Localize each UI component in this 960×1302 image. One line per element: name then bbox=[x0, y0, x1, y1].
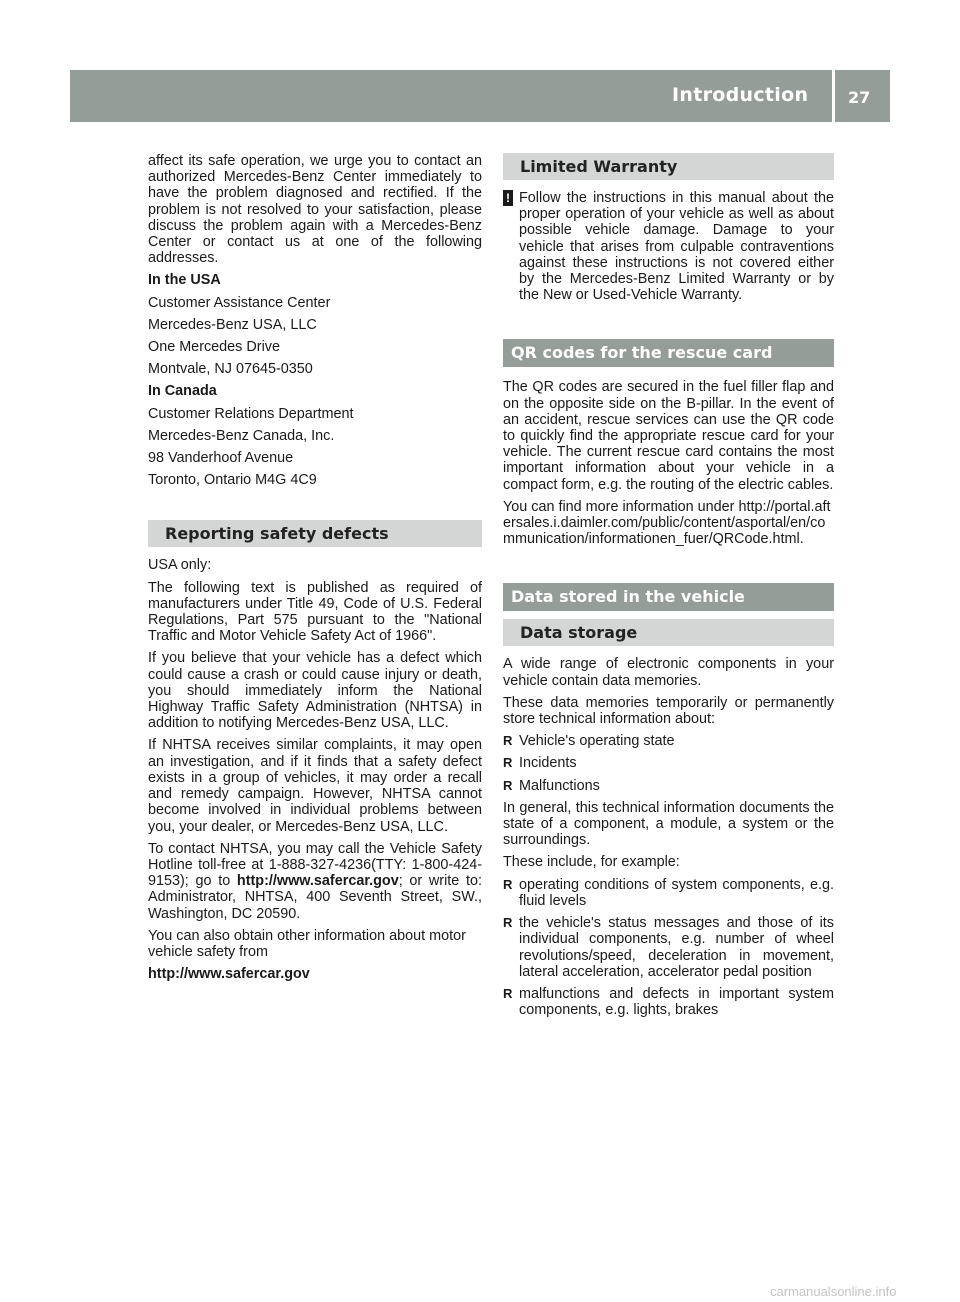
list-item: R the vehicle's status messages and those of its individual components, e.g. number of wheel revolutions/speed, deceleration in movement, lateral acceleration, accelerator pedal position bbox=[503, 915, 834, 980]
contact-text-end: ; or write to: Administrator, NHTSA, 400 Seventh Street, SW., Washington, DC 20590. bbox=[148, 873, 482, 922]
list-item: R malfunctions and defects in important system components, e.g. lights, brakes bbox=[503, 985, 834, 1019]
examples-list bbox=[503, 877, 834, 1019]
storage-paragraph: These data memories temporarily or permanently store technical information about: bbox=[503, 694, 834, 728]
reporting-paragraph: You can also obtain other information about motor vehicle safety from bbox=[148, 927, 466, 960]
canada-address-line: 98 Vanderhoof Avenue bbox=[148, 450, 294, 467]
canada-address-line: Mercedes-Benz Canada, Inc. bbox=[148, 427, 335, 444]
usa-address-line: Montvale, NJ 07645-0350 bbox=[148, 361, 313, 378]
safercar-link-final[interactable]: http://www.safercar.gov bbox=[148, 966, 310, 983]
usa-address-line: Mercedes-Benz USA, LLC bbox=[148, 316, 317, 333]
page-number: 27 bbox=[848, 88, 871, 107]
list-item: R Incidents bbox=[503, 755, 577, 772]
bullet-icon: R bbox=[503, 755, 513, 771]
storage-paragraph: These include, for example: bbox=[503, 854, 680, 871]
safercar-link[interactable]: http://www.safercar.gov bbox=[236, 873, 399, 890]
section-title: Introduction bbox=[672, 84, 809, 106]
storage-list bbox=[503, 733, 834, 794]
bullet-icon: R bbox=[503, 876, 513, 892]
watermark: carmanualsonline.info bbox=[770, 1284, 897, 1299]
contact-text: To contact NHTSA, you may call the Vehicle Safety Hotline toll-free at 1-888-327-4236(TTY: 1-800-424-9153); go to bbox=[148, 840, 482, 890]
canada-address-line: Customer Relations Department bbox=[148, 405, 354, 422]
bullet-icon: R bbox=[503, 915, 513, 931]
canada-heading: In Canada bbox=[148, 383, 217, 400]
storage-paragraph: A wide range of electronic components in your vehicle contain data memories. bbox=[503, 656, 834, 689]
warning-icon: ! bbox=[503, 190, 513, 206]
storage-paragraph: In general, this technical information documents the state of a component, a module, a system or the surroundings. bbox=[503, 799, 834, 849]
data-storage-heading: Data storage bbox=[503, 619, 834, 646]
qr-paragraph: The QR codes are secured in the fuel filler flap and on the opposite side on the B-pillar. In the event of an accident, rescue services can use the QR code to quickly find the appropriate rescue card for your vehicle. The current rescue card contains the most important information about your vehicle in a compact form, e.g. the routing of the electric cables. bbox=[503, 379, 834, 493]
bullet-icon: R bbox=[503, 985, 513, 1001]
list-item: R Vehicle's operating state bbox=[503, 733, 675, 750]
warranty-heading: Limited Warranty bbox=[503, 153, 834, 180]
usa-address-line: One Mercedes Drive bbox=[148, 339, 280, 356]
warranty-notice bbox=[503, 190, 834, 303]
canada-address-line: Toronto, Ontario M4G 4C9 bbox=[148, 472, 317, 489]
usa-heading: In the USA bbox=[148, 272, 221, 289]
warranty-text: Follow the instructions in this manual about the proper operation of your vehicle as well as about possible vehicle damage. Damage to your vehicle that arises from culpable contraventions against these instructions is not covered either by the Mercedes-Benz Limited Warranty or by the New or Used-Vehicle Warranty. bbox=[519, 190, 834, 304]
data-stored-heading: Data stored in the vehicle bbox=[503, 583, 834, 611]
bullet-icon: R bbox=[503, 733, 513, 749]
usa-address-line: Customer Assistance Center bbox=[148, 294, 331, 311]
reporting-heading: Reporting safety defects bbox=[148, 520, 482, 547]
bullet-icon: R bbox=[503, 777, 513, 793]
reporting-paragraph: If NHTSA receives similar complaints, it may open an investigation, and if it finds that a safety defect exists in a group of vehicles, it may order a recall and remedy campaign. However, NHTSA cannot become involved in individual problems between you, your dealer, or Mercedes-Benz USA, LLC. bbox=[148, 737, 482, 835]
reporting-paragraph: If you believe that your vehicle has a defect which could cause a crash or could cause injury or death, you should immediately inform the National Highway Traffic Safety Administration (NHTSA) in addition to notifying Mercedes-Benz USA, LLC. bbox=[148, 650, 482, 732]
intro-paragraph: affect its safe operation, we urge you to contact an authorized Mercedes-Benz Center immediately to have the problem diagnosed and rectified. If the problem is not resolved to your satisfaction, please discuss the problem again with a Mercedes-Benz Center or contact us at one of the following addresses. bbox=[148, 153, 482, 267]
contact-paragraph bbox=[148, 841, 482, 922]
qr-info-link[interactable]: You can find more information under http://portal.aftersales.i.daimler.com/public/content/asportal/en/communication/informationen_fuer/QRCode.html. bbox=[503, 498, 831, 548]
list-item: R operating conditions of system components, e.g. fluid levels bbox=[503, 876, 834, 909]
qr-heading: QR codes for the rescue card bbox=[503, 339, 834, 367]
header-divider bbox=[832, 70, 835, 122]
reporting-paragraph: The following text is published as required of manufacturers under Title 49, Code of U.S. Federal Regulations, Part 575 pursuant to the "National Traffic and Motor Vehicle Safety Act of 1966". bbox=[148, 579, 482, 645]
list-item: R Malfunctions bbox=[503, 777, 600, 794]
left-column bbox=[148, 153, 482, 988]
usa-only-label: USA only: bbox=[148, 557, 212, 574]
right-column bbox=[503, 153, 834, 1024]
